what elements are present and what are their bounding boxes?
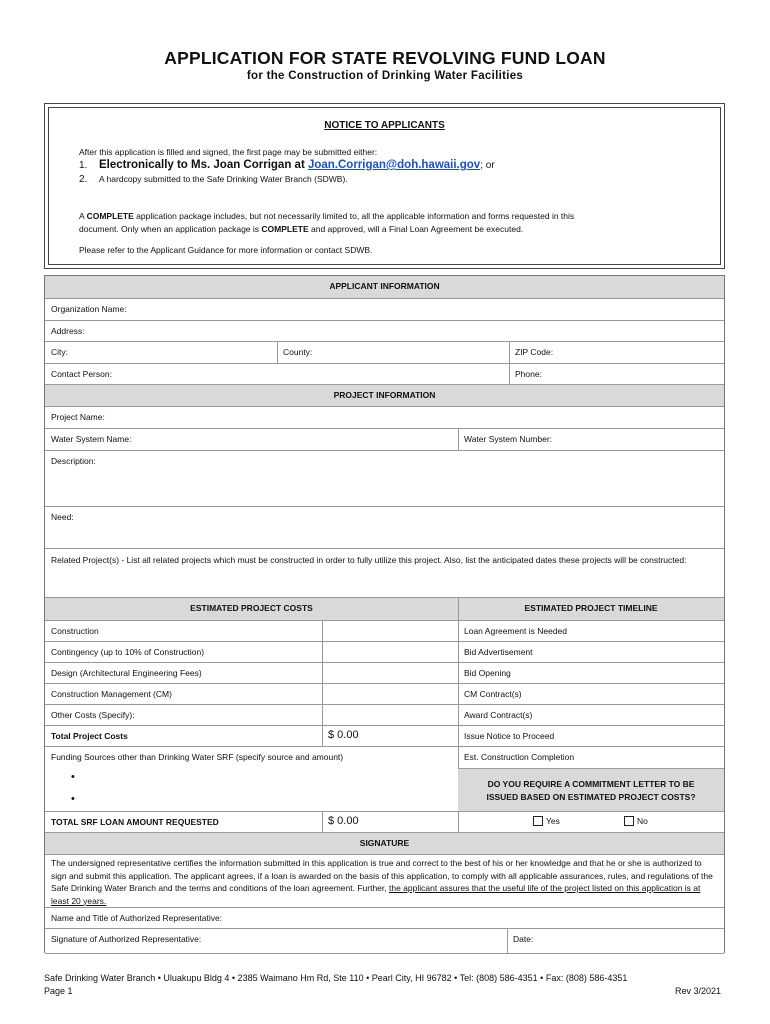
- notice-item-1: [79, 159, 700, 172]
- useful-life-text: the applicant assures that the useful life of the project listed on this application is at least 20 years.: [51, 883, 701, 906]
- cost-cm-input[interactable]: [322, 684, 458, 705]
- no-option[interactable]: [624, 816, 648, 826]
- total-srf-loan-label: TOTAL SRF LOAN AMOUNT REQUESTED: [45, 812, 322, 833]
- funding-bullet-1[interactable]: •: [71, 771, 75, 783]
- item-1-text: Electronically to Ms. Joan Corrigan at: [99, 159, 308, 171]
- item-1-suffix: ; or: [480, 160, 495, 171]
- complete-line-1: application package includes, but not necessarily limited to, all the applicable information and forms requested in this: [133, 211, 575, 221]
- cost-construction-input[interactable]: [322, 621, 458, 642]
- revision: Rev 3/2021: [674, 986, 721, 996]
- notice-intro: After this application is filled and signed, the first page may be submitted either:: [79, 147, 378, 157]
- divider: [509, 342, 510, 385]
- estimated-costs-header: ESTIMATED PROJECT COSTS: [45, 598, 458, 621]
- need-field[interactable]: Need:: [45, 507, 724, 549]
- complete-line-2a: document. Only when an application package is: [79, 224, 262, 234]
- timeline-notice-to-proceed[interactable]: Issue Notice to Proceed: [458, 726, 724, 747]
- organization-name-field[interactable]: Organization Name:: [45, 299, 724, 321]
- cost-cm-label: Construction Management (CM): [45, 684, 322, 705]
- no-label: No: [637, 816, 648, 826]
- item-2-text: A hardcopy submitted to the Safe Drinking Water Branch (SDWB).: [99, 174, 348, 184]
- notice-item-2: [79, 173, 700, 186]
- total-srf-loan-value: $ 0.00: [322, 812, 458, 833]
- related-projects-field[interactable]: Related Project(s) - List all related projects which must be constructed in order to fully utilize this project. Also, list the anticipated dates these projects will be constructed:: [45, 549, 724, 598]
- no-checkbox[interactable]: [624, 816, 634, 826]
- address-field[interactable]: Address:: [45, 321, 724, 342]
- application-form: [44, 275, 725, 953]
- divider: [277, 342, 278, 364]
- cost-contingency-label: Contingency (up to 10% of Construction): [45, 642, 322, 663]
- cost-other-label: Other Costs (Specify):: [45, 705, 322, 726]
- project-info-header: PROJECT INFORMATION: [45, 385, 724, 407]
- signature-field[interactable]: Signature of Authorized Representative:: [45, 929, 507, 954]
- zip-code-field[interactable]: ZIP Code:: [509, 342, 724, 364]
- applicant-info-header: APPLICANT INFORMATION: [45, 276, 724, 299]
- water-system-name-field[interactable]: Water System Name:: [45, 429, 458, 451]
- commitment-answer-row: [458, 812, 724, 833]
- name-title-field[interactable]: Name and Title of Authorized Representative:: [45, 908, 724, 929]
- date-field[interactable]: Date:: [507, 929, 724, 954]
- complete-word-2: COMPLETE: [261, 224, 309, 234]
- question-line-1: DO YOU REQUIRE A COMMITMENT LETTER TO BE: [487, 779, 695, 789]
- notice-box: [44, 103, 725, 269]
- notice-complete-paragraph: [79, 210, 700, 236]
- cost-other-input[interactable]: [322, 705, 458, 726]
- city-field[interactable]: City:: [45, 342, 277, 364]
- cost-construction-label: Construction: [45, 621, 322, 642]
- commitment-letter-question: [458, 769, 724, 812]
- cost-design-input[interactable]: [322, 663, 458, 684]
- page-number: Page 1: [44, 986, 73, 996]
- water-system-number-field[interactable]: Water System Number:: [458, 429, 724, 451]
- funding-sources-label: Funding Sources other than Drinking Water SRF (specify source and amount): [51, 752, 344, 762]
- footer-page-row: [44, 986, 725, 996]
- item-1-number: 1.: [79, 160, 88, 171]
- divider: [458, 429, 459, 451]
- cost-contingency-input[interactable]: [322, 642, 458, 663]
- question-line-2: ISSUED BASED ON ESTIMATED PROJECT COSTS?: [486, 792, 696, 802]
- timeline-loan-agreement[interactable]: Loan Agreement is Needed: [458, 621, 724, 642]
- complete-word: COMPLETE: [86, 211, 134, 221]
- estimated-timeline-header: ESTIMATED PROJECT TIMELINE: [458, 598, 724, 621]
- cost-design-label: Design (Architectural Engineering Fees): [45, 663, 322, 684]
- email-link[interactable]: Joan.Corrigan@doh.hawaii.gov: [307, 159, 481, 171]
- timeline-bid-opening[interactable]: Bid Opening: [458, 663, 724, 684]
- timeline-award-contracts[interactable]: Award Contract(s): [458, 705, 724, 726]
- complete-line-2b: and approved, will a Final Loan Agreement be executed.: [308, 224, 524, 234]
- yes-checkbox[interactable]: [533, 816, 543, 826]
- signature-certification: [45, 855, 724, 908]
- notice-heading: NOTICE TO APPLICANTS: [324, 120, 445, 131]
- timeline-cm-contracts[interactable]: CM Contract(s): [458, 684, 724, 705]
- phone-field[interactable]: Phone:: [509, 364, 724, 385]
- county-field[interactable]: County:: [277, 342, 509, 364]
- notice-refer: Please refer to the Applicant Guidance for more information or contact SDWB.: [79, 245, 373, 255]
- certification-text: The undersigned representative certifies the information submitted in this application is true and correct to the best of his or her knowledge and that he or she is authorized to sign and submit this application. The applicant agrees, if a loan is awarded on the basis of this application, to comply with all applicable assurances, rules, and regulations of the Safe Drinking Water Branch and the terms and conditions of the loan agreement. Further,: [51, 858, 713, 893]
- page-subtitle: for the Construction of Drinking Water Facilities: [246, 70, 524, 82]
- footer-address: Safe Drinking Water Branch • Uluakupu Bldg 4 • 2385 Waimano Hm Rd, Ste 110 • Pearl City, HI 96782 • Tel: (808) 586-4351 • Fax: (808) 586-4351: [44, 973, 628, 983]
- description-field[interactable]: Description:: [45, 451, 724, 507]
- total-project-costs-value: $ 0.00: [322, 726, 458, 747]
- contact-person-field[interactable]: Contact Person:: [45, 364, 509, 385]
- project-name-field[interactable]: Project Name:: [45, 407, 724, 429]
- timeline-bid-advertisement[interactable]: Bid Advertisement: [458, 642, 724, 663]
- complete-prefix: A: [79, 211, 87, 221]
- notice-inner-frame: [48, 107, 721, 265]
- funding-bullet-2[interactable]: •: [45, 791, 458, 812]
- page-title: APPLICATION FOR STATE REVOLVING FUND LOAN: [164, 48, 606, 68]
- total-project-costs-label: Total Project Costs: [45, 726, 322, 747]
- timeline-construction-completion[interactable]: Est. Construction Completion: [458, 747, 724, 769]
- yes-label: Yes: [546, 816, 560, 826]
- yes-option[interactable]: [533, 816, 560, 826]
- signature-header: SIGNATURE: [45, 833, 724, 855]
- item-2-number: 2.: [79, 174, 88, 185]
